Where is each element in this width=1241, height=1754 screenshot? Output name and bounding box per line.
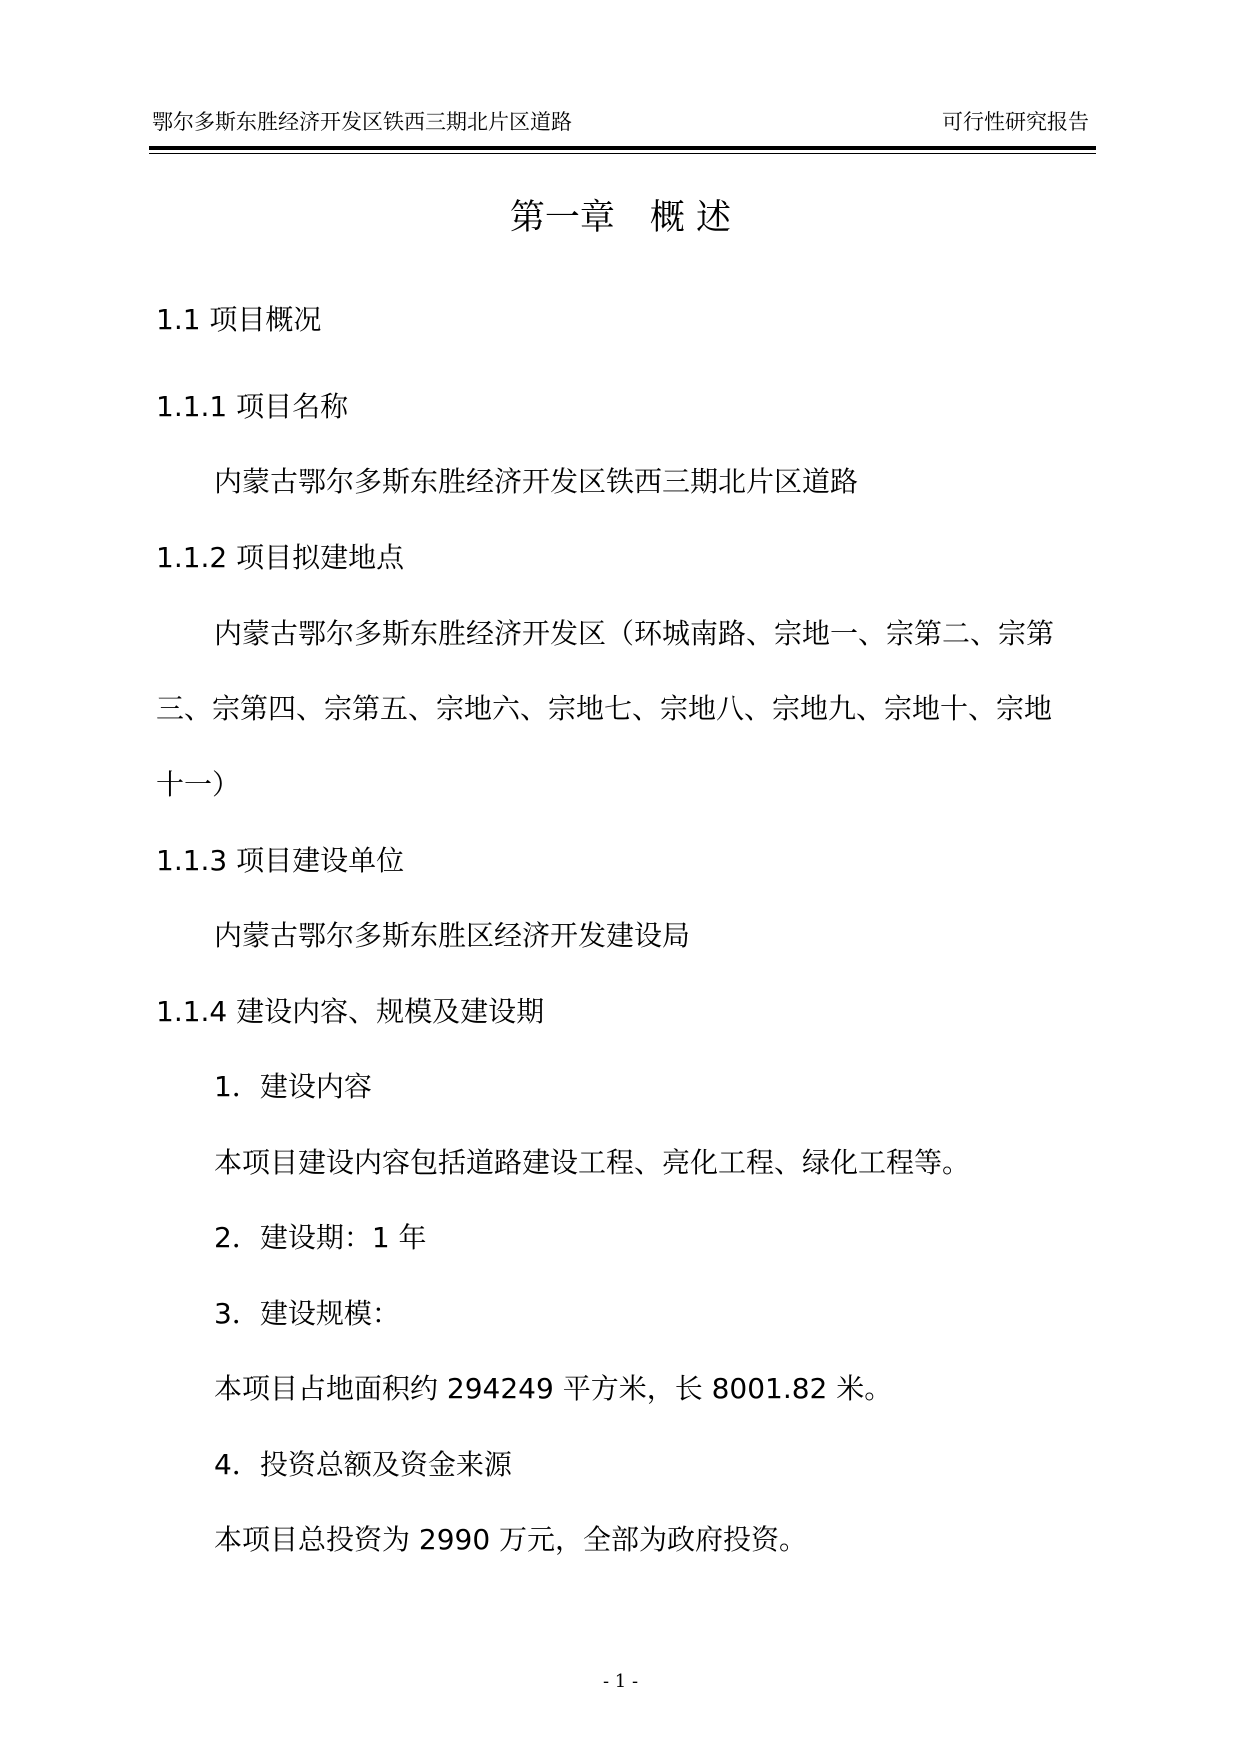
page-number: - 1 -: [602, 1671, 639, 1692]
location-text-line-3: 十一）: [156, 768, 241, 801]
location-text-line-1: 内蒙古鄂尔多斯东胜经济开发区（环城南路、宗地一、宗第二、宗第: [214, 617, 1055, 650]
header-project-title: 鄂尔多斯东胜经济开发区铁西三期北片区道路: [152, 110, 572, 134]
section-heading-1-1-3: 1.1.3 项目建设单位: [156, 844, 405, 877]
project-name-text: 内蒙古鄂尔多斯东胜经济开发区铁西三期北片区道路: [214, 465, 859, 498]
section-heading-1-1: 1.1 项目概况: [156, 303, 322, 336]
location-text-line-2: 三、宗第四、宗第五、宗地六、宗地七、宗地八、宗地九、宗地十、宗地: [156, 692, 1053, 725]
item-1-title: 1．建设内容: [214, 1070, 372, 1103]
header-rule-thin: [149, 153, 1096, 154]
item-1-text: 本项目建设内容包括道路建设工程、亮化工程、绿化工程等。: [214, 1146, 971, 1179]
section-heading-1-1-2: 1.1.2 项目拟建地点: [156, 541, 405, 574]
section-heading-1-1-1: 1.1.1 项目名称: [156, 390, 349, 423]
header-report-type: 可行性研究报告: [942, 110, 1089, 134]
item-4-title: 4．投资总额及资金来源: [214, 1448, 512, 1481]
builder-text: 内蒙古鄂尔多斯东胜区经济开发建设局: [214, 919, 691, 952]
item-3-text: 本项目占地面积约 294249 平方米，长 8001.82 米。: [214, 1372, 893, 1405]
item-2-title: 2．建设期：1 年: [214, 1221, 427, 1254]
chapter-title: 第一章 概 述: [509, 198, 732, 238]
header-rule-thick: [149, 146, 1096, 150]
item-3-title: 3．建设规模：: [214, 1297, 400, 1330]
item-4-text: 本项目总投资为 2990 万元，全部为政府投资。: [214, 1523, 808, 1556]
section-heading-1-1-4: 1.1.4 建设内容、规模及建设期: [156, 995, 545, 1028]
